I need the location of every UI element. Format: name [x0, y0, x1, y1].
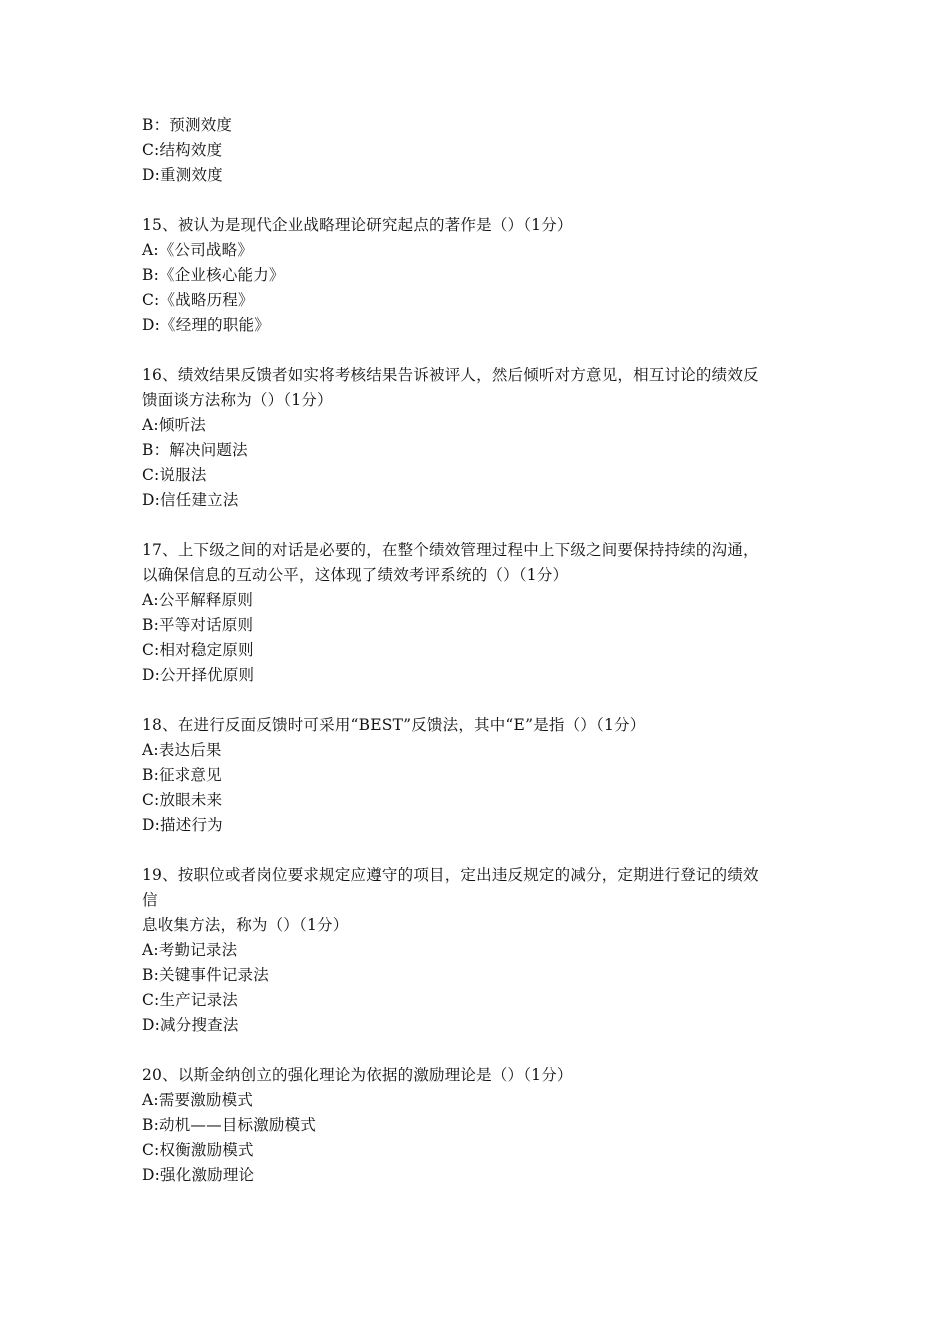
- option-line: C:权衡激励模式: [142, 1141, 254, 1159]
- question-stem: 息收集方法，称为（）（1分）: [142, 916, 349, 934]
- question-stem: 16、绩效结果反馈者如实将考核结果告诉被评人，然后倾听对方意见，相互讨论的绩效反: [142, 366, 759, 384]
- question-stem: 19、按职位或者岗位要求规定应遵守的项目，定出违反规定的减分，定期进行登记的绩效: [142, 866, 759, 884]
- option-line: D:减分搜查法: [142, 1016, 239, 1034]
- question-stem: 信: [142, 891, 158, 909]
- option-line: D:《经理的职能》: [142, 316, 270, 334]
- option-line: C:放眼未来: [142, 791, 223, 809]
- leading-options: [142, 113, 822, 188]
- question-19: [142, 863, 822, 1038]
- question-stem: 馈面谈方法称为（）（1分）: [142, 391, 333, 409]
- option-line: A:需要激励模式: [142, 1091, 254, 1109]
- option-line: B：预测效度: [142, 116, 233, 134]
- question-stem: 18、在进行反面反馈时可采用“BEST”反馈法，其中“E”是指（）（1分）: [142, 716, 646, 734]
- option-line: C:说服法: [142, 466, 207, 484]
- question-stem: 15、被认为是现代企业战略理论研究起点的著作是（）（1分）: [142, 216, 573, 234]
- option-line: D:强化激励理论: [142, 1166, 255, 1184]
- document-page: [142, 113, 822, 1213]
- option-line: A:考勤记录法: [142, 941, 238, 959]
- option-line: B:《企业核心能力》: [142, 266, 285, 284]
- option-line: D:描述行为: [142, 816, 223, 834]
- question-17: [142, 538, 822, 688]
- option-line: B:关键事件记录法: [142, 966, 269, 984]
- option-line: A:表达后果: [142, 741, 222, 759]
- option-line: A:《公司战略》: [142, 241, 254, 259]
- question-20: [142, 1063, 822, 1188]
- option-line: D:信任建立法: [142, 491, 239, 509]
- question-18: [142, 713, 822, 838]
- option-line: C:相对稳定原则: [142, 641, 254, 659]
- option-line: A:公平解释原则: [142, 591, 254, 609]
- option-line: D:重测效度: [142, 166, 223, 184]
- option-line: B:动机——目标激励模式: [142, 1116, 317, 1134]
- question-stem: 以确保信息的互动公平，这体现了绩效考评系统的（）（1分）: [142, 566, 569, 584]
- option-line: B:征求意见: [142, 766, 222, 784]
- question-16: [142, 363, 822, 513]
- question-15: [142, 213, 822, 338]
- question-stem: 20、以斯金纳创立的强化理论为依据的激励理论是（）（1分）: [142, 1066, 573, 1084]
- option-line: C:《战略历程》: [142, 291, 254, 309]
- option-line: B：解决问题法: [142, 441, 248, 459]
- option-line: C:生产记录法: [142, 991, 238, 1009]
- option-line: D:公开择优原则: [142, 666, 255, 684]
- question-stem: 17、上下级之间的对话是必要的，在整个绩效管理过程中上下级之间要保持持续的沟通，: [142, 541, 759, 559]
- option-line: B:平等对话原则: [142, 616, 254, 634]
- option-line: C:结构效度: [142, 141, 223, 159]
- option-line: A:倾听法: [142, 416, 206, 434]
